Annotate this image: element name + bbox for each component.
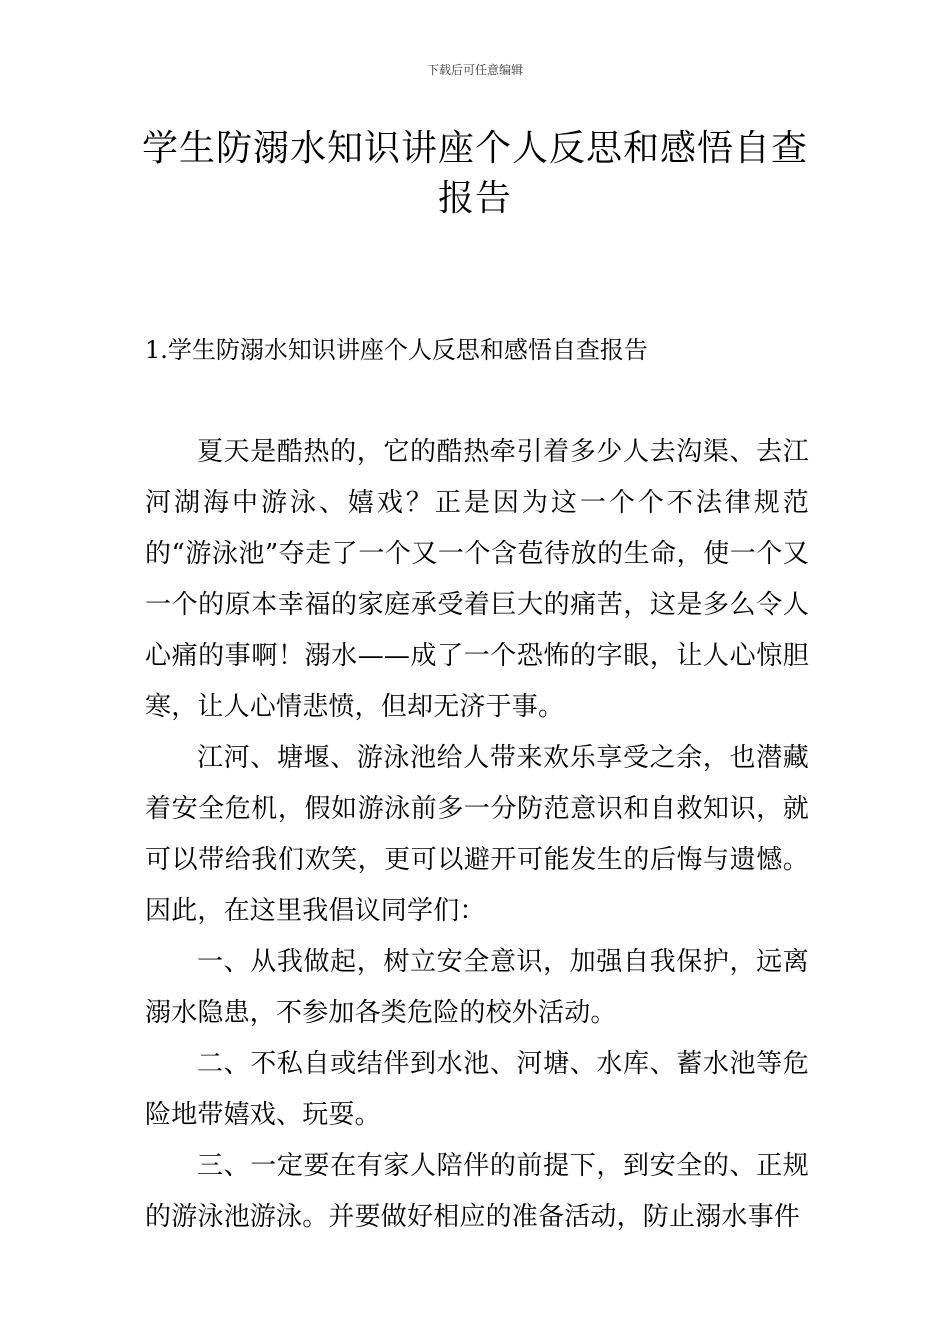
paragraph-point-one: 一、从我做起，树立安全意识，加强自我保护，远离溺水隐患，不参加各类危险的校外活动。	[145, 947, 809, 1028]
paragraph-point-three: 三、一定要在有家人陪伴的前提下，到安全的、正规的游泳池游泳。并要做好相应的准备活动，防止溺水事件	[145, 1151, 809, 1232]
body-text	[145, 427, 809, 1243]
document-title: 学生防溺水知识讲座个人反思和感悟自查报告	[141, 128, 808, 219]
paragraph-intro: 夏天是酷热的，它的酷热牵引着多少人去沟渠、去江河湖海中游泳、嬉戏？正是因为这一个个不法律规范的“游泳池”夺走了一个又一个含苞待放的生命，使一个又一个的原本幸福的家庭承受着巨大的痛苦，这是多么令人心痛的事啊！溺水——成了一个恐怖的字眼，让人心惊胆寒，让人心情悲愤，但却无济于事。	[145, 437, 809, 722]
section-heading: 1.学生防溺水知识讲座个人反思和感悟自查报告	[145, 336, 648, 364]
paragraph-appeal: 江河、塘堰、游泳池给人带来欢乐享受之余，也潜藏着安全危机，假如游泳前多一分防范意识和自救知识，就可以带给我们欢笑，更可以避开可能发生的后悔与遗憾。因此，在这里我倡议同学们：	[145, 743, 809, 926]
header-note: 下载后可任意编辑	[426, 63, 523, 77]
paragraph-point-two: 二、不私自或结伴到水池、河塘、水库、蓄水池等危险地带嬉戏、玩耍。	[145, 1049, 809, 1130]
